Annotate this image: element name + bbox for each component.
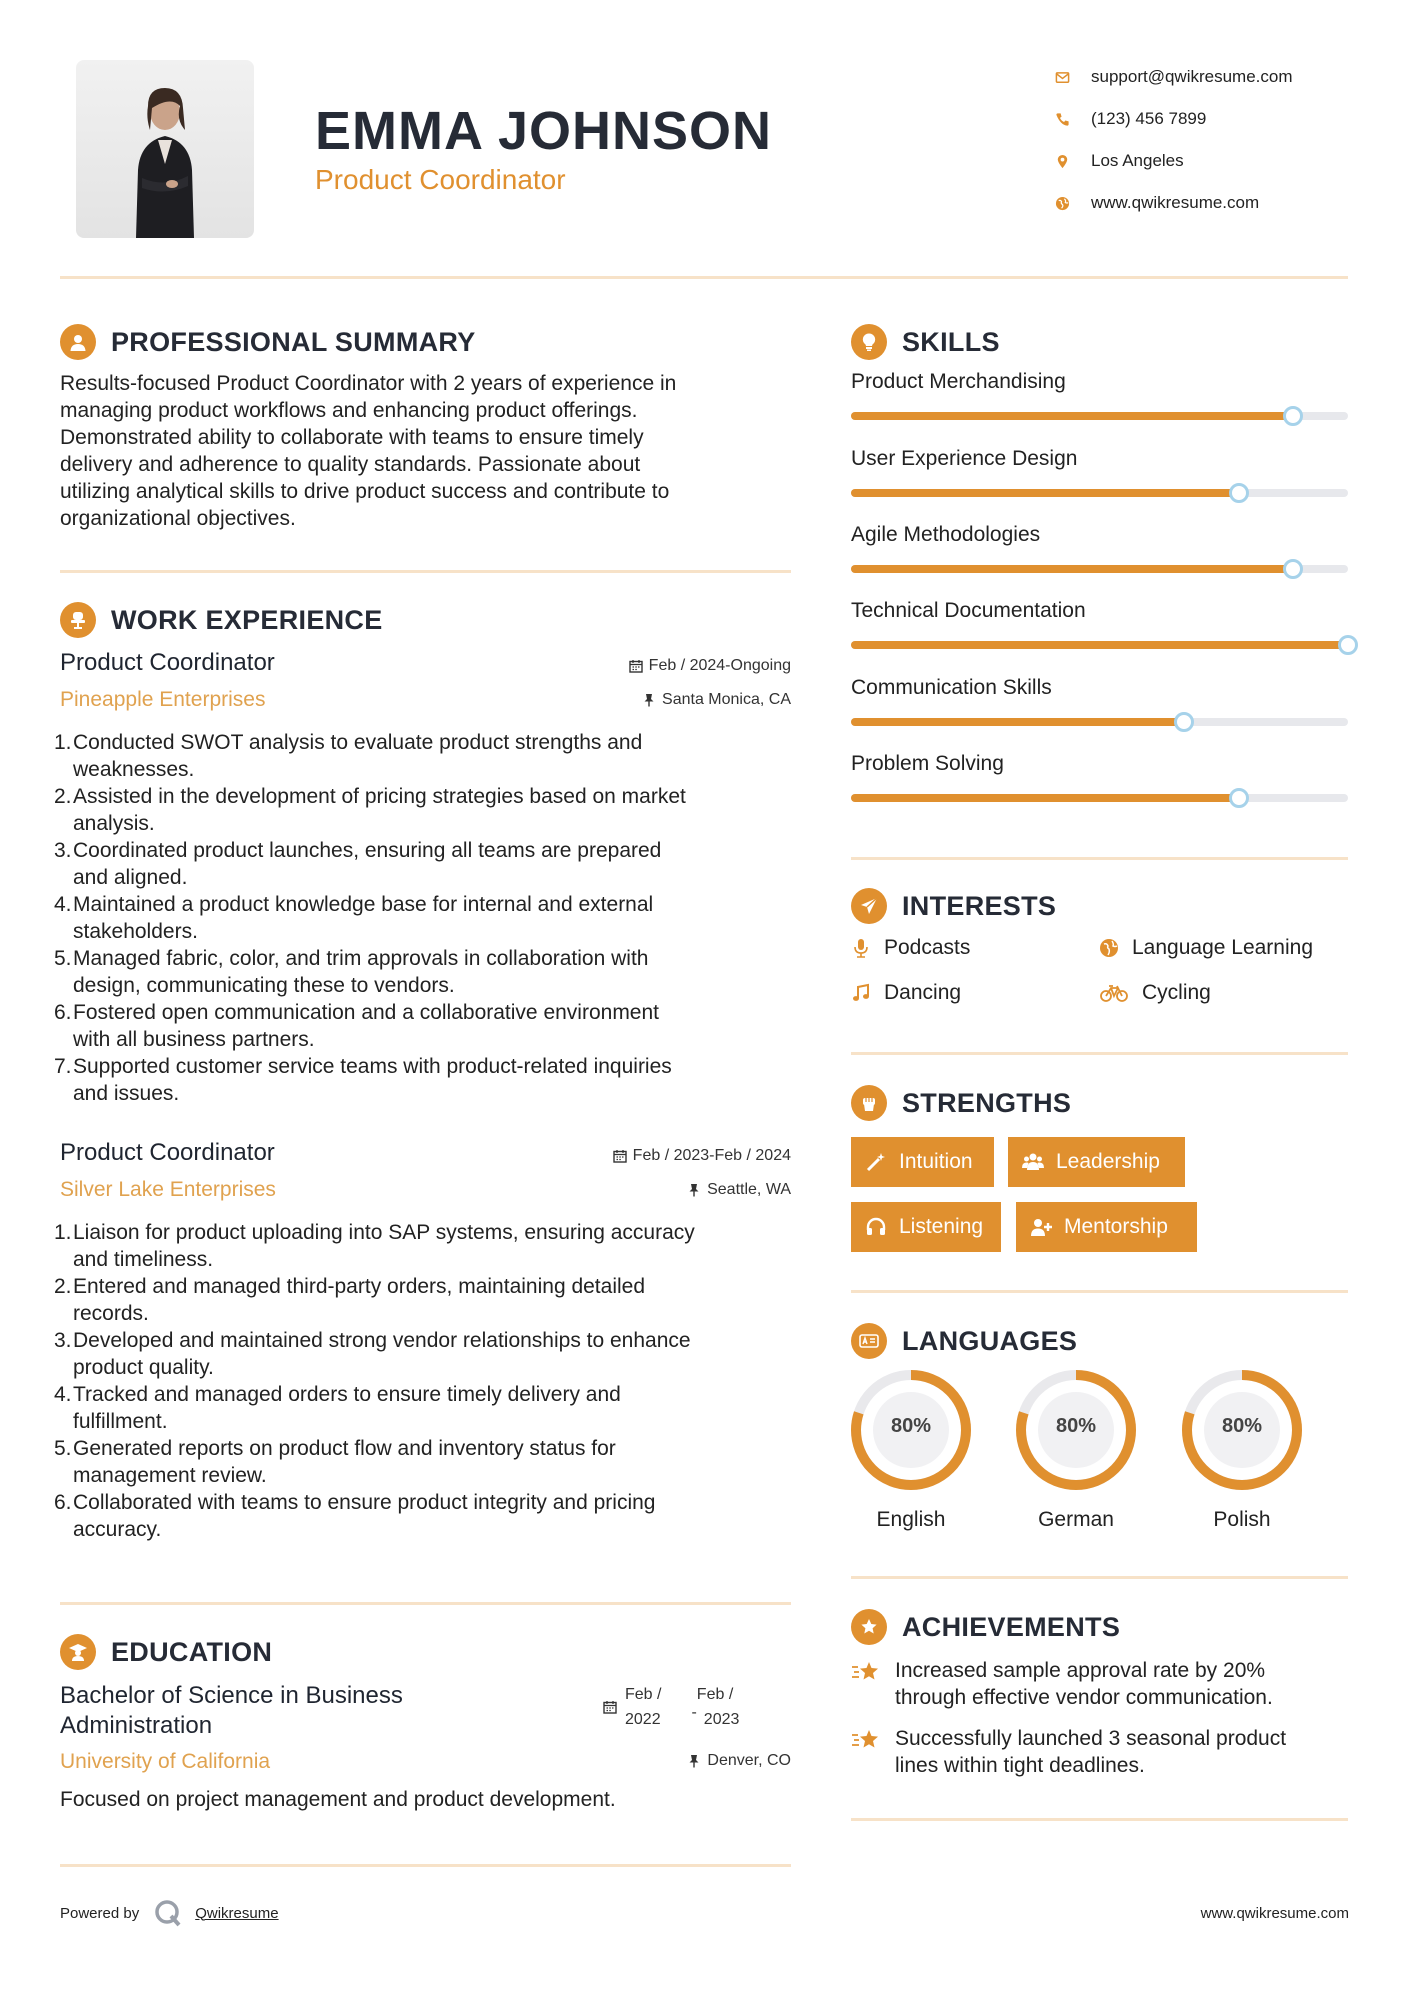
list-item: 4. Tracked and managed orders to ensure timely delivery and fulfillment. bbox=[54, 1383, 621, 1433]
skills-divider bbox=[851, 857, 1348, 860]
skill-track bbox=[851, 489, 1348, 497]
job-1-location-text: Santa Monica, CA bbox=[662, 691, 791, 708]
list-item: 4. Maintained a product knowledge base for internal and external stakeholders. bbox=[54, 893, 654, 943]
calendar-icon bbox=[613, 1149, 627, 1163]
list-item: 5. Generated reports on product flow and inventory status for management review. bbox=[54, 1437, 616, 1487]
user-plus-icon bbox=[1030, 1216, 1052, 1238]
language-name: Polish bbox=[1213, 1508, 1271, 1531]
fist-icon bbox=[851, 1085, 887, 1121]
strengths-title: STRENGTHS bbox=[902, 1087, 1072, 1118]
skill-item bbox=[851, 447, 1348, 497]
lightbulb-icon bbox=[851, 324, 887, 360]
work-heading bbox=[60, 602, 383, 638]
education-description: Focused on project management and product development. bbox=[60, 1788, 616, 1811]
graduate-icon bbox=[60, 1634, 96, 1670]
achievement-line: Successfully launched 3 seasonal product bbox=[895, 1727, 1287, 1750]
candidate-name: EMMA JOHNSON bbox=[315, 101, 773, 161]
job-2-title: Product Coordinator bbox=[60, 1139, 275, 1166]
contact-phone-text: (123) 456 7899 bbox=[1091, 109, 1207, 128]
achievements-heading bbox=[851, 1609, 1120, 1645]
skill-fill bbox=[851, 718, 1184, 726]
skill-name: Problem Solving bbox=[851, 752, 1004, 775]
language-percent: 80% bbox=[1055, 1415, 1097, 1437]
achievements-title: ACHIEVEMENTS bbox=[902, 1611, 1121, 1642]
summary-line: Results-focused Product Coordinator with 2 years of experience in bbox=[60, 372, 677, 395]
list-item: 5. Managed fabric, color, and trim approvals in collaboration with design, communicating these to vendors. bbox=[54, 947, 649, 997]
profile-photo bbox=[76, 60, 254, 238]
skill-knob bbox=[1174, 712, 1194, 732]
summary-text bbox=[60, 370, 800, 532]
work-divider bbox=[60, 1602, 791, 1605]
interest-item bbox=[851, 981, 961, 1005]
chair-icon bbox=[60, 602, 96, 638]
job-1-title: Product Coordinator bbox=[60, 649, 275, 676]
list-item: 6. Fostered open communication and a collaborative environment with all business partners. bbox=[54, 1001, 660, 1051]
summary-line: organizational objectives. bbox=[60, 507, 296, 530]
calendar-icon bbox=[629, 659, 643, 673]
skill-track bbox=[851, 565, 1348, 573]
interest-item bbox=[1099, 936, 1313, 960]
skill-knob bbox=[1283, 406, 1303, 426]
achievement-line: through effective vendor communication. bbox=[895, 1686, 1273, 1709]
skill-name: User Experience Design bbox=[851, 447, 1078, 470]
strength-badge bbox=[1008, 1137, 1185, 1187]
education-location bbox=[687, 1752, 791, 1770]
job-1-responsibilities bbox=[54, 729, 804, 1107]
globe-icon bbox=[1055, 196, 1091, 211]
education-title: EDUCATION bbox=[111, 1636, 273, 1667]
skill-item bbox=[851, 370, 1348, 420]
education-date-dash: - bbox=[691, 1704, 697, 1721]
microphone-icon bbox=[851, 938, 871, 958]
interests-divider bbox=[851, 1052, 1348, 1055]
list-item: 2. Assisted in the development of pricing strategies based on market analysis. bbox=[54, 785, 686, 835]
list-item: 2. Entered and managed third-party orders, maintaining detailed records. bbox=[54, 1275, 646, 1325]
footer-url[interactable]: www.qwikresume.com bbox=[1200, 1905, 1349, 1922]
summary-line: Demonstrated ability to collaborate with teams to ensure timely bbox=[60, 426, 644, 449]
work-title: WORK EXPERIENCE bbox=[111, 604, 383, 635]
job-1-date-text: Feb / 2024-Ongoing bbox=[648, 657, 791, 674]
star-icon bbox=[851, 1727, 881, 1755]
list-item: 1. Conducted SWOT analysis to evaluate product strengths and weaknesses. bbox=[54, 731, 643, 781]
skill-fill bbox=[851, 489, 1239, 497]
language-item bbox=[851, 1370, 971, 1532]
skill-item bbox=[851, 599, 1348, 649]
skill-knob bbox=[1229, 788, 1249, 808]
job-2-responsibilities bbox=[54, 1219, 804, 1543]
globe-icon bbox=[1099, 938, 1119, 958]
education-end-month: Feb / bbox=[696, 1686, 734, 1703]
candidate-role: Product Coordinator bbox=[315, 164, 566, 195]
interest-label: Podcasts bbox=[884, 936, 971, 959]
interest-item bbox=[1099, 981, 1211, 1005]
interest-item bbox=[851, 936, 970, 960]
education-dates bbox=[603, 1682, 739, 1732]
strength-label: Listening bbox=[899, 1215, 984, 1238]
contact-email-text: support@qwikresume.com bbox=[1091, 67, 1293, 86]
strength-badge bbox=[1016, 1202, 1197, 1252]
interest-label: Language Learning bbox=[1132, 936, 1314, 959]
skill-track bbox=[851, 641, 1348, 649]
powered-by-text: Powered by bbox=[60, 1904, 140, 1922]
contact-email[interactable] bbox=[1055, 56, 1375, 98]
skill-knob bbox=[1229, 483, 1249, 503]
interests-title: INTERESTS bbox=[902, 890, 1057, 921]
magic-wand-icon bbox=[865, 1151, 887, 1173]
header-divider bbox=[60, 276, 1348, 279]
music-note-icon bbox=[851, 983, 871, 1003]
pushpin-icon bbox=[687, 1754, 701, 1768]
summary-heading bbox=[60, 324, 476, 360]
summary-title: PROFESSIONAL SUMMARY bbox=[111, 326, 476, 357]
job-1-date bbox=[629, 657, 791, 675]
envelope-icon bbox=[1055, 70, 1091, 85]
footer-brand-link[interactable]: Qwikresume bbox=[195, 1904, 279, 1922]
map-pin-icon bbox=[1055, 154, 1091, 169]
degree-title: Bachelor of Science in Business Administration bbox=[60, 1682, 403, 1739]
job-1-company: Pineapple Enterprises bbox=[60, 688, 266, 711]
contact-list bbox=[1055, 56, 1375, 224]
achievements-divider bbox=[851, 1818, 1348, 1821]
headphones-icon bbox=[865, 1216, 887, 1238]
skill-fill bbox=[851, 412, 1293, 420]
phone-icon bbox=[1055, 112, 1091, 127]
strength-label: Intuition bbox=[899, 1150, 973, 1173]
skill-item bbox=[851, 523, 1348, 573]
list-item: 6. Collaborated with teams to ensure product integrity and pricing accuracy. bbox=[54, 1491, 656, 1541]
skill-fill bbox=[851, 641, 1348, 649]
school-name: University of California bbox=[60, 1750, 271, 1773]
languages-title: LANGUAGES bbox=[902, 1325, 1078, 1356]
star-icon bbox=[851, 1659, 881, 1687]
language-item bbox=[1016, 1370, 1136, 1532]
skills-title: SKILLS bbox=[902, 326, 1000, 357]
job-2-location bbox=[687, 1181, 791, 1199]
language-percent: 80% bbox=[1221, 1415, 1263, 1437]
job-2-location-text: Seattle, WA bbox=[707, 1181, 791, 1198]
language-item bbox=[1182, 1370, 1302, 1532]
bicycle-icon bbox=[1099, 983, 1129, 1003]
strength-label: Mentorship bbox=[1064, 1215, 1168, 1238]
contact-location bbox=[1055, 140, 1375, 182]
education-heading bbox=[60, 1634, 272, 1670]
strengths-heading bbox=[851, 1085, 1071, 1121]
language-percent: 80% bbox=[890, 1415, 932, 1437]
summary-line: delivery and adherence to quality standards. Passionate about bbox=[60, 453, 641, 476]
contact-location-text: Los Angeles bbox=[1091, 151, 1184, 170]
list-item: 7. Supported customer service teams with product-related inquiries and issues. bbox=[54, 1055, 672, 1105]
summary-line: managing product workflows and enhancing product offerings. bbox=[60, 399, 638, 422]
skill-name: Product Merchandising bbox=[851, 370, 1066, 393]
interests-heading bbox=[851, 888, 1056, 924]
summary-line: utilizing analytical skills to drive product success and contribute to bbox=[60, 480, 670, 503]
strength-badge bbox=[851, 1137, 994, 1187]
languages-divider bbox=[851, 1576, 1348, 1579]
education-start-year: 2022 bbox=[625, 1711, 661, 1728]
pushpin-icon bbox=[687, 1183, 701, 1197]
skill-name: Agile Methodologies bbox=[851, 523, 1041, 546]
job-2-company: Silver Lake Enterprises bbox=[60, 1178, 276, 1201]
strengths-divider bbox=[851, 1290, 1348, 1293]
skill-track bbox=[851, 412, 1348, 420]
achievement-item bbox=[851, 1657, 1355, 1711]
achievement-line: lines within tight deadlines. bbox=[895, 1754, 1145, 1777]
skill-item bbox=[851, 676, 1348, 726]
skill-fill bbox=[851, 565, 1293, 573]
summary-divider bbox=[60, 570, 791, 573]
languages-heading bbox=[851, 1323, 1077, 1359]
qwikresume-logo-icon bbox=[153, 1898, 183, 1928]
education-location-text: Denver, CO bbox=[707, 1752, 791, 1769]
education-end-year: 2023 bbox=[703, 1711, 740, 1728]
interest-label: Dancing bbox=[884, 981, 962, 1004]
people-icon bbox=[1022, 1151, 1044, 1173]
list-item: 3. Developed and maintained strong vendor relationships to enhance product quality. bbox=[54, 1329, 691, 1379]
contact-website[interactable] bbox=[1055, 182, 1375, 224]
strength-label: Leadership bbox=[1056, 1150, 1160, 1173]
paper-plane-icon bbox=[851, 888, 887, 924]
pushpin-icon bbox=[642, 693, 656, 707]
list-item: 3. Coordinated product launches, ensuring all teams are prepared and aligned. bbox=[54, 839, 662, 889]
skill-name: Technical Documentation bbox=[851, 599, 1086, 622]
education-divider bbox=[60, 1864, 791, 1867]
skills-heading bbox=[851, 324, 1000, 360]
skill-track bbox=[851, 794, 1348, 802]
footer-powered-by bbox=[60, 1898, 279, 1928]
achievement-item bbox=[851, 1725, 1355, 1779]
calendar-icon bbox=[603, 1700, 617, 1714]
language-name: English bbox=[876, 1508, 946, 1531]
skill-fill bbox=[851, 794, 1239, 802]
skill-knob bbox=[1338, 635, 1358, 655]
job-1-location bbox=[642, 691, 791, 709]
skill-item bbox=[851, 752, 1348, 802]
contact-phone[interactable] bbox=[1055, 98, 1375, 140]
job-2-date bbox=[613, 1147, 791, 1165]
interest-label: Cycling bbox=[1142, 981, 1211, 1004]
education-start-month: Feb / bbox=[625, 1686, 662, 1703]
skill-track bbox=[851, 718, 1348, 726]
skill-knob bbox=[1283, 559, 1303, 579]
language-card-icon bbox=[851, 1323, 887, 1359]
list-item: 1. Liaison for product uploading into SAP systems, ensuring accuracy and timeliness. bbox=[54, 1221, 695, 1271]
skill-name: Communication Skills bbox=[851, 676, 1052, 699]
user-icon bbox=[60, 324, 96, 360]
contact-website-text: www.qwikresume.com bbox=[1091, 193, 1260, 212]
language-name: German bbox=[1038, 1508, 1114, 1531]
job-2-date-text: Feb / 2023-Feb / 2024 bbox=[632, 1147, 791, 1164]
strength-badge bbox=[851, 1202, 1001, 1252]
star-badge-icon bbox=[851, 1609, 887, 1645]
achievement-line: Increased sample approval rate by 20% bbox=[895, 1659, 1266, 1682]
